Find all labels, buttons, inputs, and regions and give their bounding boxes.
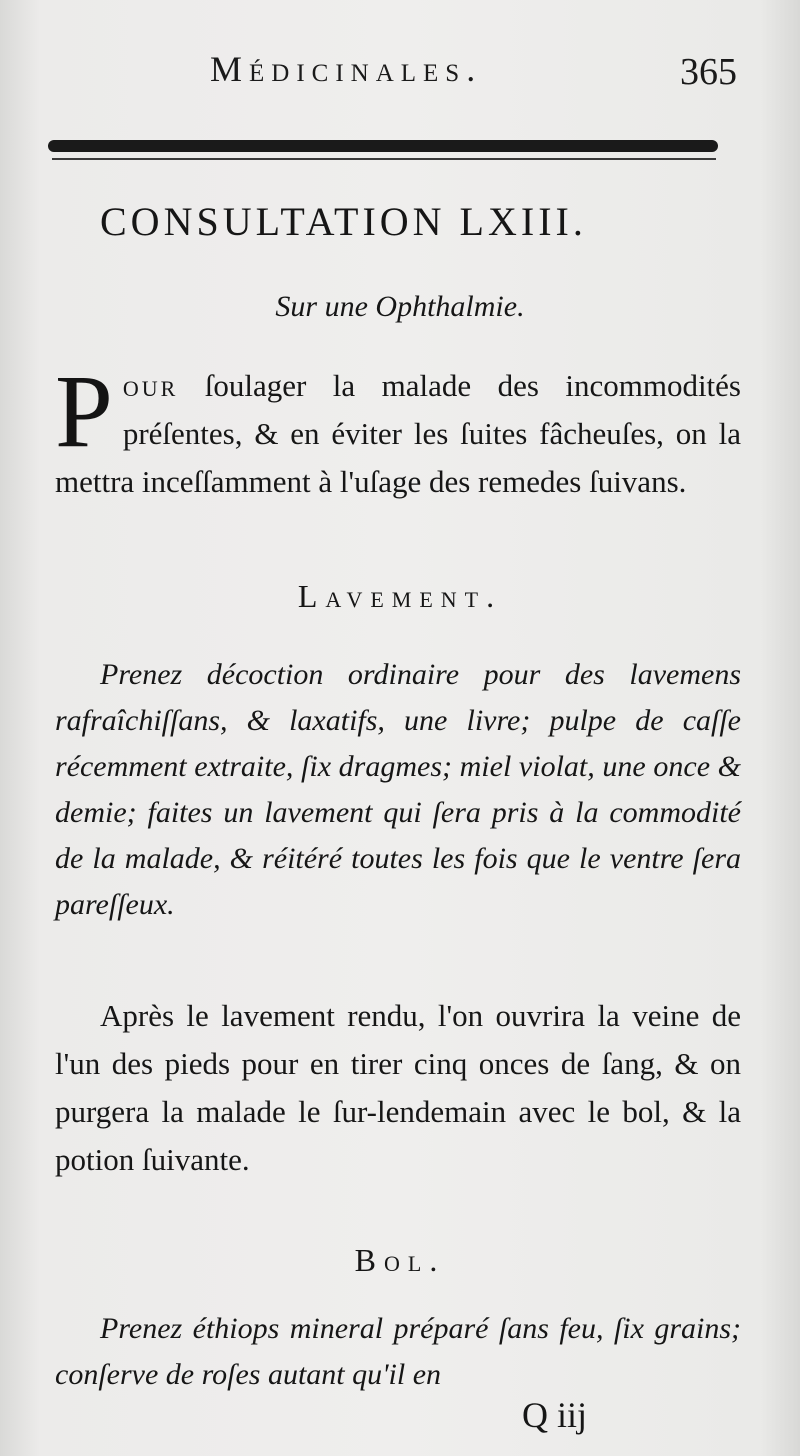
- drop-cap: P: [55, 354, 113, 469]
- running-title: Médicinales.: [210, 49, 483, 89]
- consultation-title: CONSULTATION LXIII.: [100, 199, 587, 244]
- lavement-recipe: Prenez décoction ordinaire pour des lavemens rafraîchiſſans, & laxatifs, une livre; pulpe de caſſe récemment extraite, ſix dragmes; miel violat, une once & demie; faites un lavement qui ſera pris à la commodité de la malade, & réitéré toutes les fois que le ventre ſera pareſſeux.: [55, 658, 741, 921]
- signature-mark: Q iij: [522, 1395, 588, 1435]
- intro-paragraph: [55, 354, 741, 506]
- header-rule-thin: [52, 158, 716, 160]
- intro-text: ſoulager la malade des incommodités préſentes, & en éviter les ſuites fâcheuſes, on la mettra inceſſamment à l'uſage des remedes ſuivans.: [55, 368, 741, 499]
- intro-opener: our: [122, 368, 179, 403]
- lavement-heading: Lavement.: [297, 578, 503, 614]
- after-paragraph: Après le lavement rendu, l'on ouvrira la veine de l'un des pieds pour en tirer cinq onces de ſang, & on purgera la malade le ſur-lendemain avec le bol, & la potion ſuivante.: [55, 998, 741, 1177]
- page-number: 365: [680, 51, 737, 93]
- header-rule: [48, 140, 718, 152]
- consultation-subtitle: Sur une Ophthalmie.: [275, 290, 525, 323]
- bol-recipe: Prenez éthiops mineral préparé ſans feu, ſix grains; conſerve de roſes autant qu'il en: [55, 1312, 741, 1391]
- bol-heading: Bol.: [354, 1242, 446, 1278]
